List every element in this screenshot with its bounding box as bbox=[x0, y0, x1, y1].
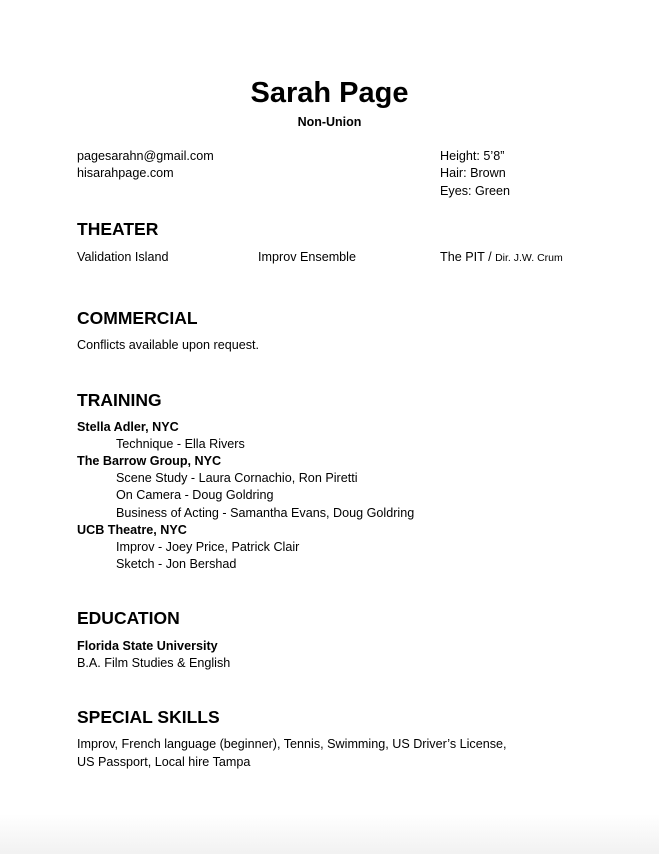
training-class: Sketch - Jon Bershad bbox=[116, 557, 237, 571]
stat-height: Height: 5’8” bbox=[440, 149, 505, 163]
education-school: Florida State University bbox=[77, 639, 218, 653]
education-heading: EDUCATION bbox=[77, 608, 180, 628]
commercial-heading: COMMERCIAL bbox=[77, 308, 198, 328]
training-heading: TRAINING bbox=[77, 390, 162, 410]
theater-credit bbox=[440, 249, 563, 266]
theater-director: Dir. J.W. Crum bbox=[495, 252, 563, 264]
training-class: Business of Acting - Samantha Evans, Doug Goldring bbox=[116, 506, 415, 520]
union-status: Non-Union bbox=[297, 115, 362, 129]
page-bottom-shadow bbox=[0, 814, 659, 854]
theater-role: Improv Ensemble bbox=[258, 250, 356, 264]
special-skills-line: US Passport, Local hire Tampa bbox=[77, 755, 251, 769]
theater-venue: The PIT / bbox=[440, 250, 496, 264]
training-class: Improv - Joey Price, Patrick Clair bbox=[116, 540, 300, 554]
stat-hair: Hair: Brown bbox=[440, 166, 506, 180]
stat-eyes: Eyes: Green bbox=[440, 184, 510, 198]
education-degree: B.A. Film Studies & English bbox=[77, 656, 231, 670]
contact-website[interactable]: hisarahpage.com bbox=[77, 166, 174, 180]
training-class: Scene Study - Laura Cornachio, Ron Piretti bbox=[116, 471, 358, 485]
resume-name: Sarah Page bbox=[250, 77, 409, 109]
training-class: On Camera - Doug Goldring bbox=[116, 488, 274, 502]
training-class: Technique - Ella Rivers bbox=[116, 437, 245, 451]
special-skills-line: Improv, French language (beginner), Tennis, Swimming, US Driver’s License, bbox=[77, 737, 507, 751]
theater-title: Validation Island bbox=[77, 250, 169, 264]
training-school: Stella Adler, NYC bbox=[77, 420, 179, 434]
special-skills-heading: SPECIAL SKILLS bbox=[77, 707, 220, 727]
training-school: UCB Theatre, NYC bbox=[77, 523, 187, 537]
theater-heading: THEATER bbox=[77, 219, 159, 239]
contact-email[interactable]: pagesarahn@gmail.com bbox=[77, 149, 214, 163]
commercial-text: Conflicts available upon request. bbox=[77, 338, 260, 352]
training-school: The Barrow Group, NYC bbox=[77, 454, 222, 468]
